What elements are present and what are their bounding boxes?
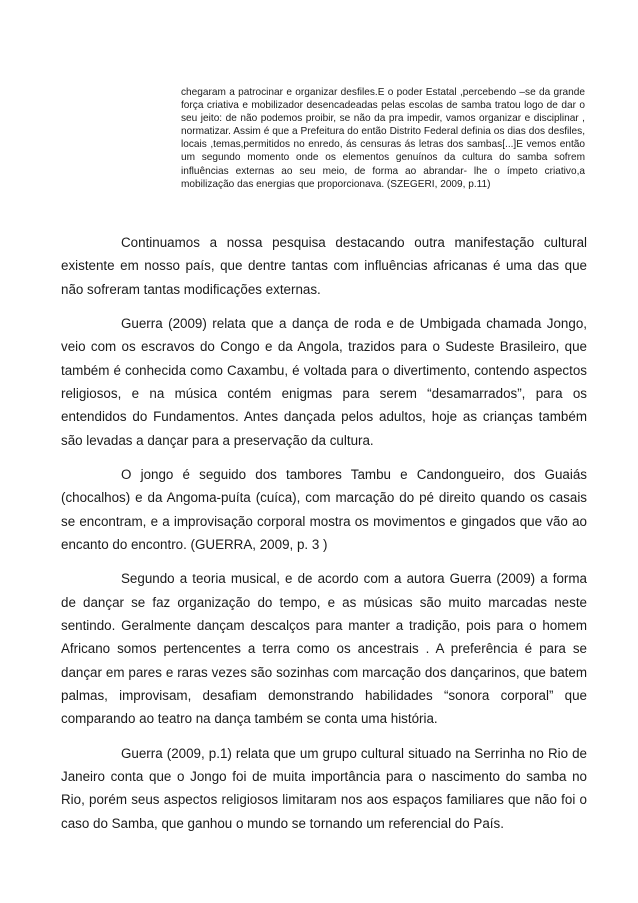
- body-text: [61, 231, 587, 846]
- paragraph-1: Continuamos a nossa pesquisa destacando outra manifestação cultural existente em nosso país, que dentre tantas com influências africanas é uma das que não sofreram tantas modificações externas.: [61, 235, 587, 297]
- block-quote: chegaram a patrocinar e organizar desfiles.E o poder Estatal ,percebendo –se da grande força criativa e mobilizador desencadeadas pelas escolas de samba tratou logo de dar o seu jeito: de não podemos proibir, se não da pra impedir, vamos organizar e disciplinar , normatizar. Assim é que a Prefeitura do então Distrito Federal definia os dias dos desfiles, locais ,temas,permitidos no enredo, ás censuras ás letras dos sambas[...]E vemos então um segundo momento onde os elementos genuínos da cultura do samba sofrem influências externas ao seu meio, de forma ao abrandar- lhe o ímpeto criativo,a mobilização das energias que proporcionava. (SZEGERI, 2009, p.11): [181, 87, 585, 190]
- paragraph-5: Guerra (2009, p.1) relata que um grupo cultural situado na Serrinha no Rio de Janeiro conta que o Jongo foi de muita importância para o nascimento do samba no Rio, porém seus aspectos religiosos limitaram nos aos espaços familiares que não foi o caso do Samba, que ganhou o mundo se tornando um referencial do País.: [61, 745, 587, 831]
- paragraph-2: Guerra (2009) relata que a dança de roda e de Umbigada chamada Jongo, veio com os escravos do Congo e da Angola, trazidos para o Sudeste Brasileiro, que também é conhecida como Caxambu, é voltada para o divertimento, contendo aspectos religiosos, e na música contém enigmas para serem “desamarrados”, para os entendidos do Fundamentos. Antes dançada pelos adultos, hoje as crianças também são levadas a dançar para a preservação da cultura.: [61, 316, 587, 448]
- paragraph-3: O jongo é seguido dos tambores Tambu e Candongueiro, dos Guaiás (chocalhos) e da Angoma-puíta (cuíca), com marcação do pé direito quando os casais se encontram, e a improvisação corporal mostra os movimentos e gingados que vão ao encanto do encontro. (GUERRA, 2009, p. 3 ): [61, 467, 587, 552]
- paragraph-4: Segundo a teoria musical, e de acordo com a autora Guerra (2009) a forma de dançar se faz organização do tempo, e as músicas são muito marcadas neste sentindo. Geralmente dançam descalços para manter a tradição, pois para o homem Africano somos pertencentes a terra como os ancestrais . A preferência é para se dançar em pares e raras vezes são sozinhas com marcação dos dançarinos, que batem palmas, improvisam, desafiam demonstrando habilidades “sonora corporal” que comparando ao teatro na dança também se conta uma história.: [61, 571, 587, 727]
